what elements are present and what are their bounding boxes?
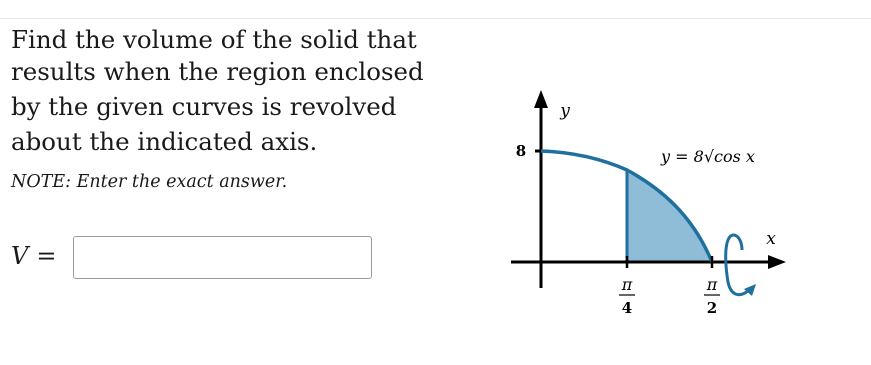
curve-label: y = 8√cos x bbox=[661, 147, 755, 166]
rotation-arrow-icon bbox=[726, 235, 749, 295]
problem-line-2: results when the region enclosed bbox=[11, 57, 424, 86]
answer-note: NOTE: Enter the exact answer. bbox=[11, 172, 288, 192]
x-tick1-denominator: 4 bbox=[621, 299, 633, 317]
problem-line-1: Find the volume of the solid that bbox=[11, 25, 417, 54]
x-tick1-numerator: π bbox=[621, 275, 633, 294]
y-axis-arrowhead bbox=[534, 90, 548, 108]
problem-line-3: by the given curves is revolved bbox=[11, 92, 397, 121]
x-axis-arrowhead bbox=[768, 255, 786, 269]
x-tick2-denominator: 2 bbox=[706, 299, 718, 317]
equals-sign: = bbox=[36, 242, 57, 270]
y-tick-label: 8 bbox=[515, 142, 527, 160]
shaded-region bbox=[627, 170, 712, 262]
problem-line-4: about the indicated axis. bbox=[11, 127, 318, 156]
x-axis-label: x bbox=[766, 229, 776, 249]
answer-variable: V bbox=[11, 242, 29, 270]
x-tick2-numerator: π bbox=[706, 275, 718, 294]
y-axis-label: y bbox=[560, 101, 570, 121]
